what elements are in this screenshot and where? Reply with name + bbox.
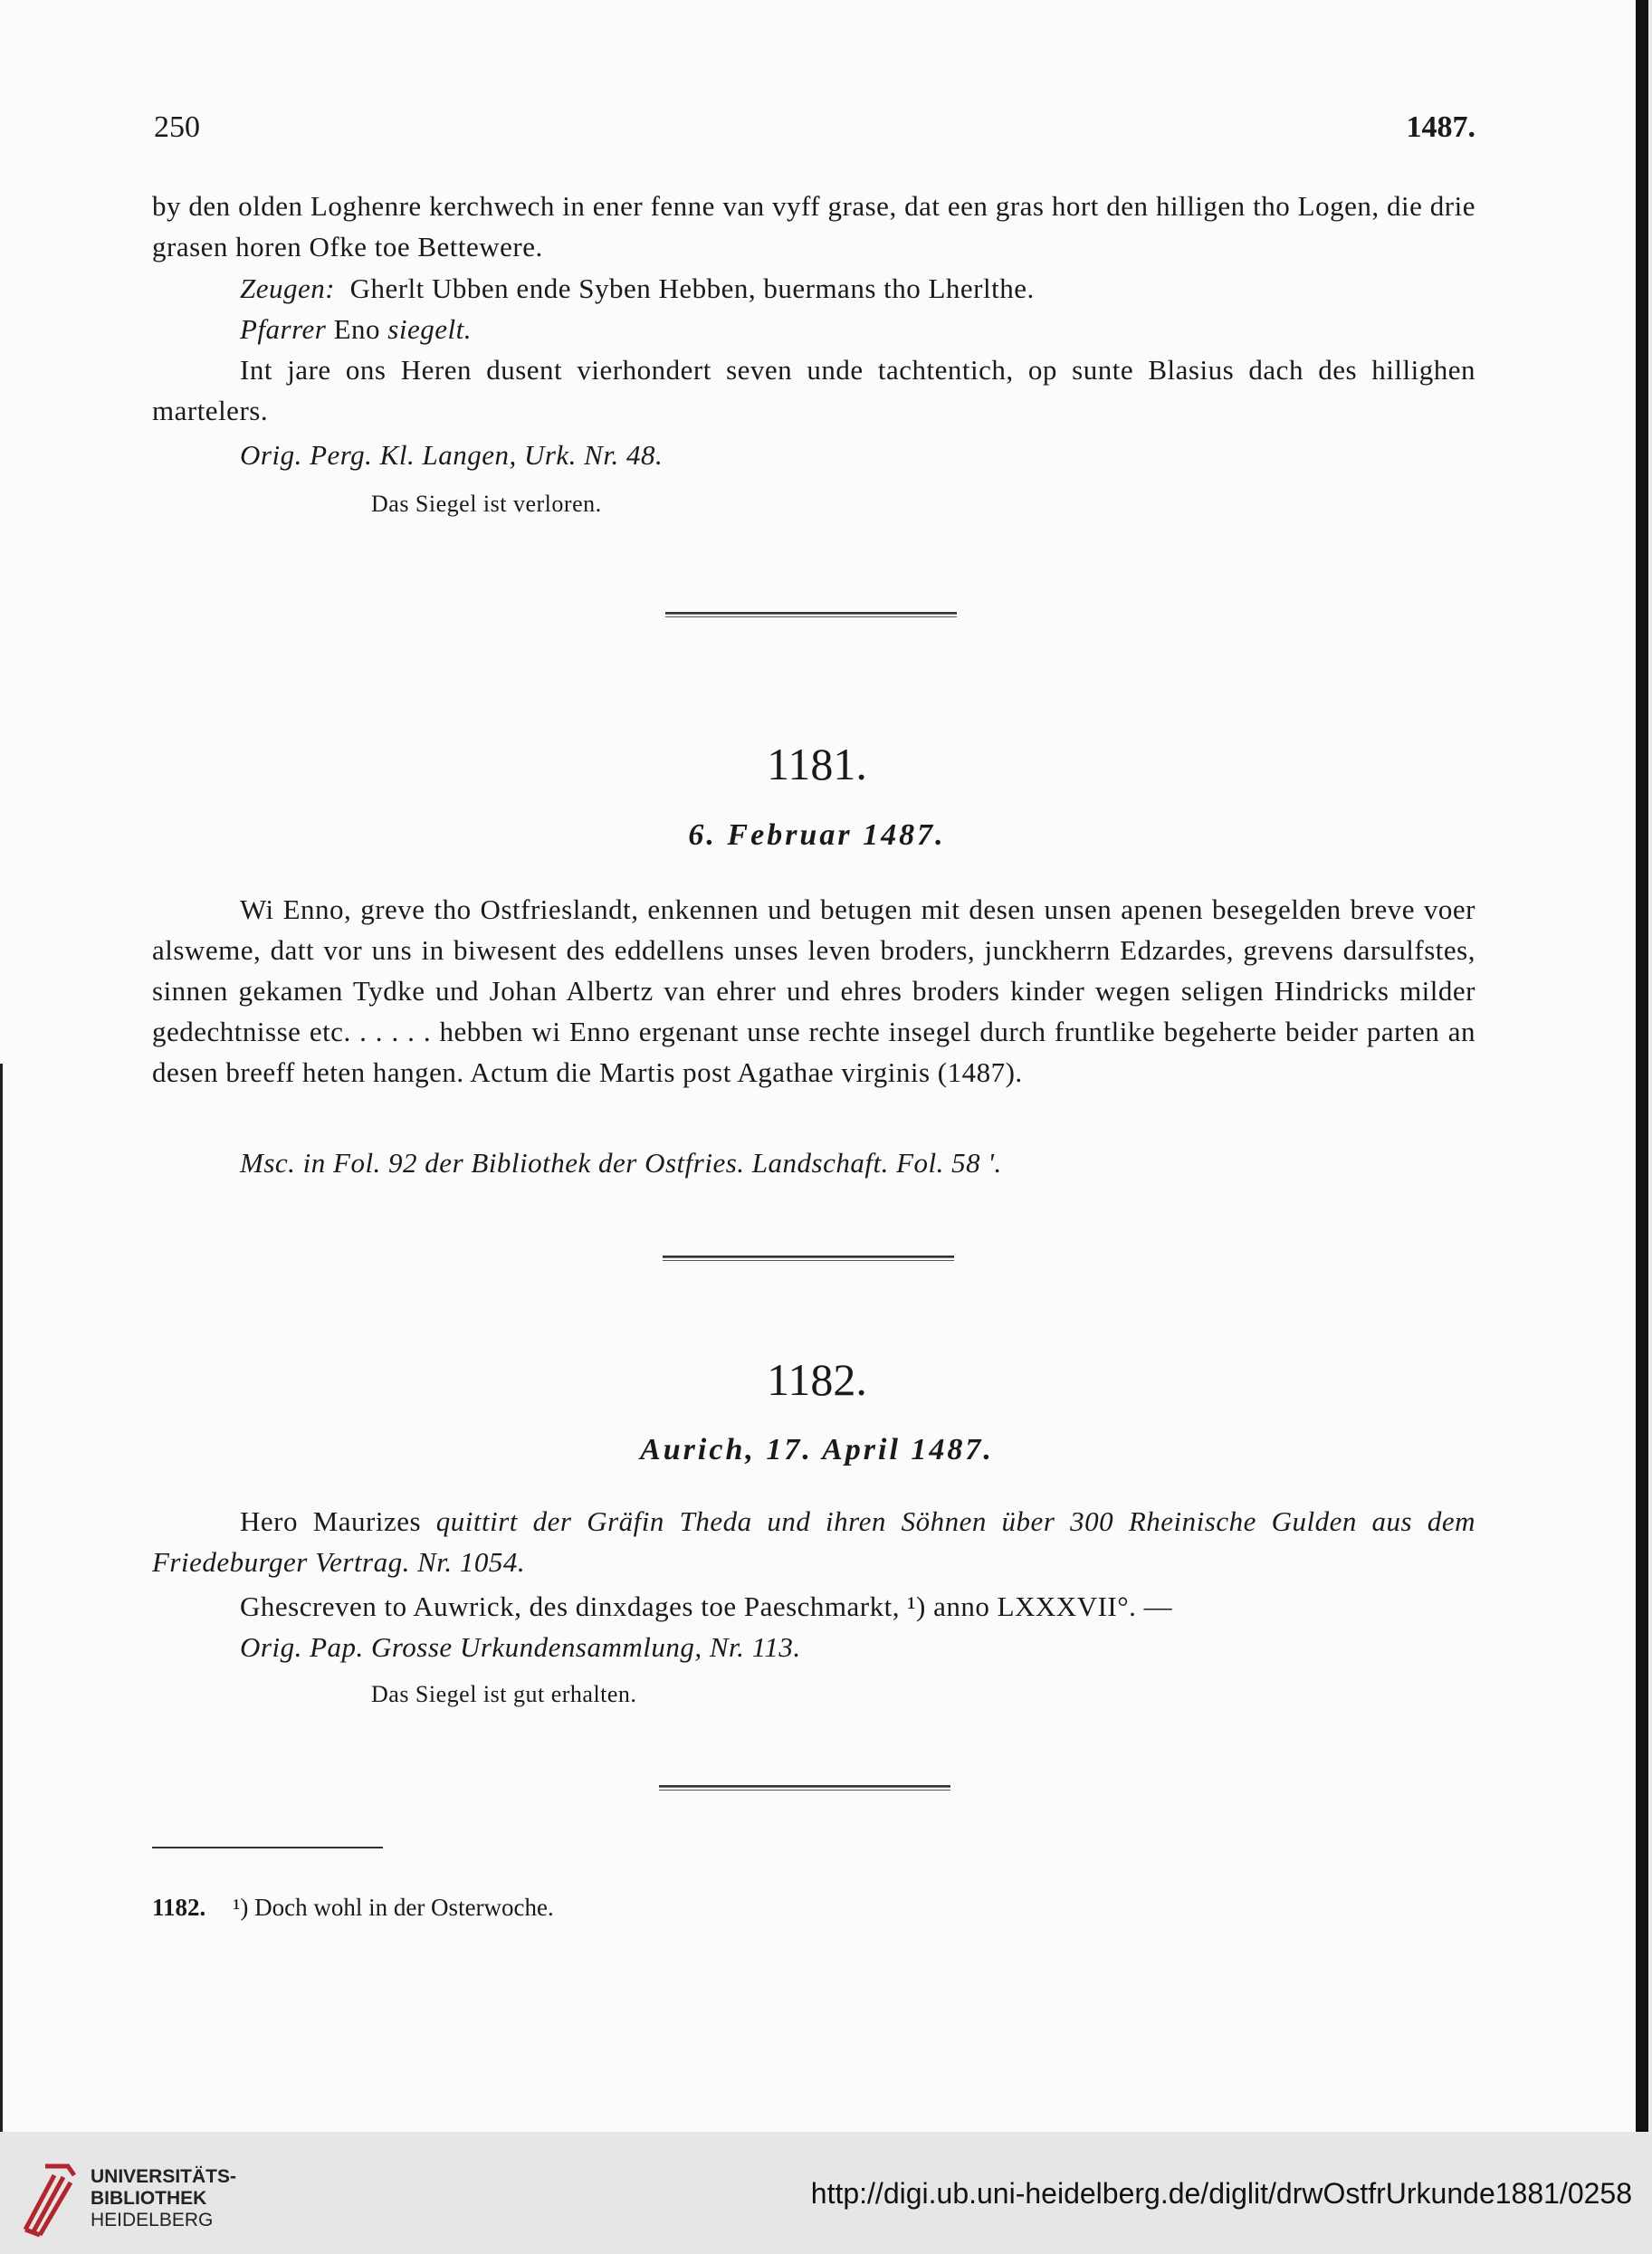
logo-line-3: HEIDELBERG [91,2210,214,2230]
entry-source-text: Msc. in Fol. 92 der Bibliothek der Ostfries. Landschaft. Fol. 58 '. [240,1147,1002,1179]
entry-date: 6. Februar 1487. [688,818,946,852]
entry-date: Aurich, 17. April 1487. [640,1433,994,1466]
source-text: Orig. Perg. Kl. Langen, Urk. Nr. 48. [240,439,664,471]
viewer-footer [0,2132,1652,2254]
footnote-rule [152,1847,383,1848]
dating-clause: Int jare ons Heren dusent vierhondert seven unde tachtentich, op sunte Blasius dach des hillighen martelers. [152,354,1475,426]
continuation-text: by den olden Loghenre kerchwech in ener fenne van vyff grase, dat een gras hort den hilligen tho Logen, die drie grasen horen Ofke toe Bettewere. [152,190,1475,263]
pfarrer-name: Eno [333,313,381,345]
footnote-text: ¹) Doch wohl in der Osterwoche. [233,1894,554,1921]
source-line [240,435,663,475]
entry-number: 1182. [767,1354,867,1405]
library-name[interactable] [91,2166,236,2231]
running-head-year: 1487. [1406,110,1475,144]
scan-edge [1636,0,1648,2132]
scan-edge-left [0,1064,3,2132]
pfarrer-label: Pfarrer [240,313,327,345]
seal-note: Das Siegel ist verloren. [371,491,602,517]
seal-note: Das Siegel ist gut erhalten. [371,1681,637,1707]
section-divider [663,1256,954,1258]
entry-text: Wi Enno, greve tho Ostfrieslandt, enkennen und betugen mit desen unsen apenen besegelden breve voer alsweme, datt vor uns in biwesent des eddellens unses leven broders, junckherrn Edzardes, grevens darsulfstes, sinnen gekamen Tydke und Johan Albertz van ehrer und ehres broders kinder wegen seligen Hindricks milder gedechtnisse etc. . . . . . hebben wi Enno ergenant unse rechte insegel durch fruntlike begeherte beider parten an desen breeff heten hangen. Actum die Martis post Agathae virginis (1487). [152,893,1475,1088]
regest-text: quittirt der Gräfin Theda und ihren Söhnen über 300 Rheinische Gulden aus dem Friedeburger Vertrag. Nr. 1054. [152,1505,1475,1578]
logo-line-1: UNIVERSITÄTS- [91,2166,237,2187]
entry-text: Ghescreven to Auwrick, des dinxdages toe Paeschmarkt, ¹) anno LXXXVII°. — [240,1590,1173,1622]
page-number: 250 [154,110,200,144]
footnote [152,1894,554,1922]
permalink-url[interactable]: http://digi.ub.uni-heidelberg.de/diglit/drwOstfrUrkunde1881/0258 [810,2177,1632,2210]
section-divider [659,1785,950,1788]
library-logo-icon[interactable] [18,2157,81,2239]
witnesses-line [240,268,1035,309]
witnesses-label: Zeugen: [240,272,336,304]
entry-regest [152,1501,1475,1582]
footnote-ref: 1182. [152,1894,206,1921]
pfarrer-line [240,309,472,349]
entry-source [240,1142,1002,1183]
entry-source-text: Orig. Pap. Grosse Urkundensammlung, Nr. 113. [240,1631,801,1663]
pfarrer-action: siegelt. [387,313,472,345]
section-divider [665,612,957,615]
logo-line-2: BIBLIOTHEK [91,2188,207,2209]
regest-name: Hero Maurizes [240,1505,422,1537]
witnesses-text: Gherlt Ubben ende Syben Hebben, buermans tho Lherlthe. [349,272,1035,304]
entry-source [240,1627,801,1667]
entry-number: 1181. [767,739,867,789]
